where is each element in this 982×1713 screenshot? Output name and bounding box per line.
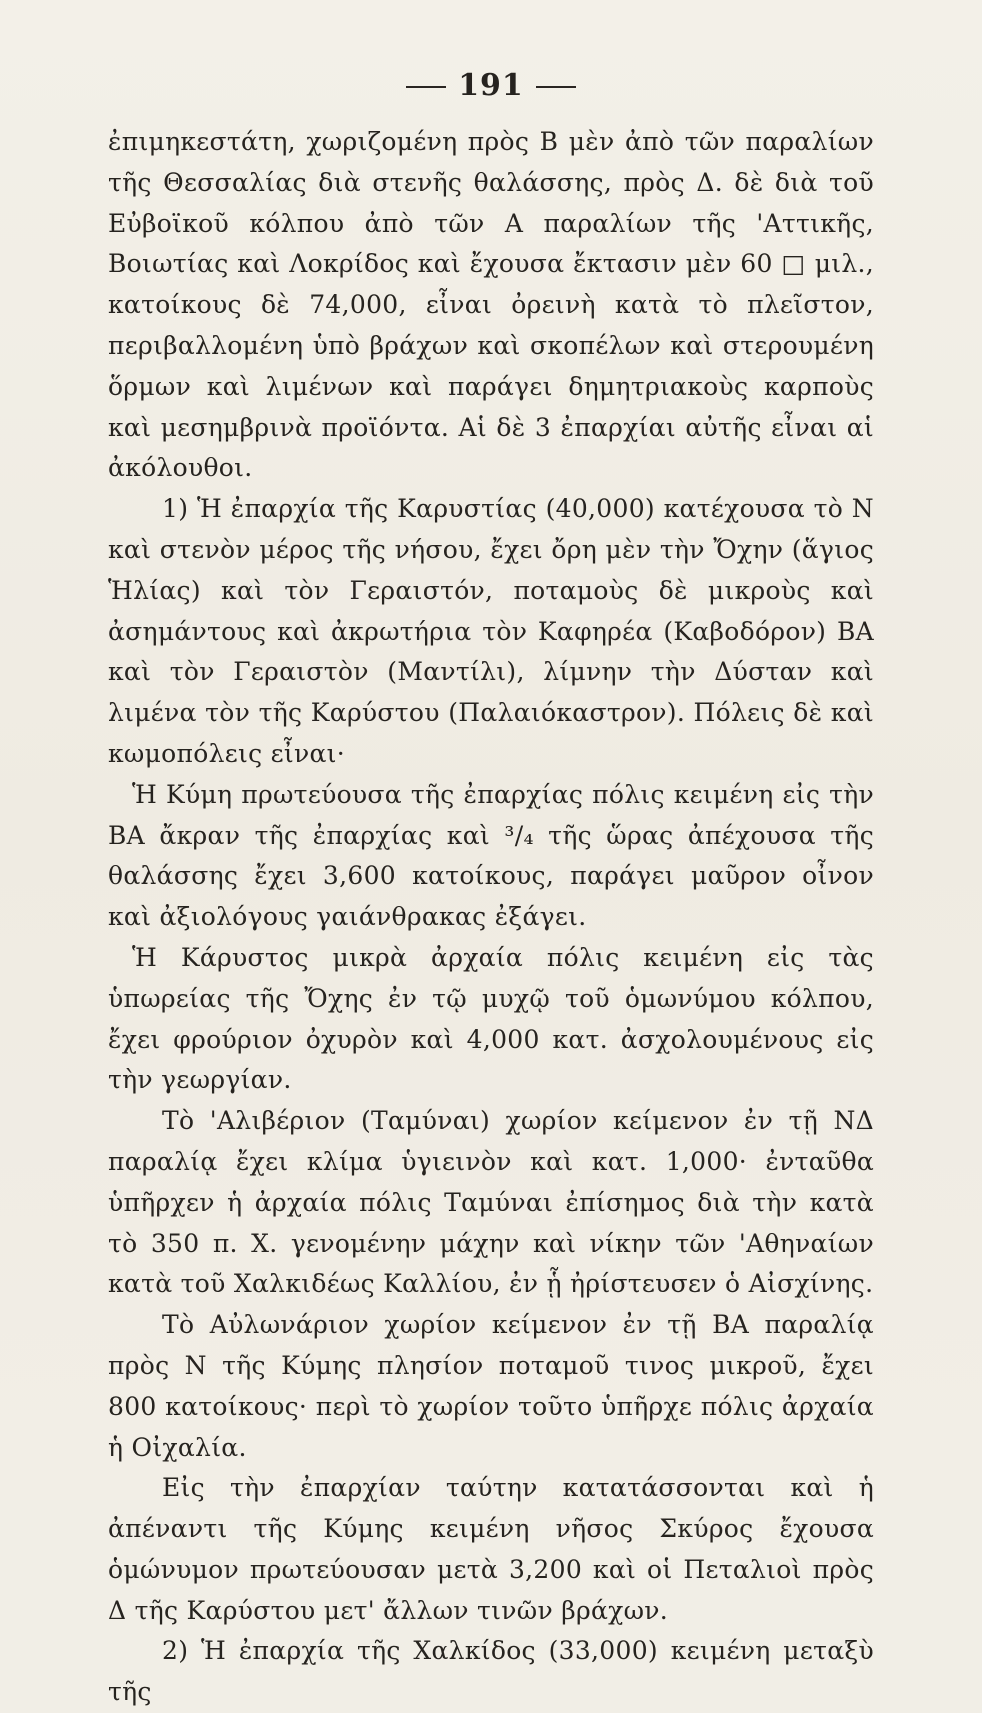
page-header [0, 68, 982, 103]
paragraph: 2) Ἡ ἐπαρχία τῆς Χαλκίδος (33,000) κειμένη μεταξὺ τῆς [108, 1636, 874, 1707]
header-dash-left [406, 86, 446, 88]
paragraph: Τὸ Αὐλωνάριον χωρίον κείμενον ἐν τῇ ΒΑ παραλίᾳ πρὸς Ν τῆς Κύμης πλησίον ποταμοῦ τινος μικροῦ, ἔχει 800 κατοίκους· περὶ τὸ χωρίον τοῦτο ὑπῆρχε πόλις ἀρχαία ἡ Οἰχαλία. [108, 1310, 874, 1462]
paragraph: Ἡ Κάρυστος μικρὰ ἀρχαία πόλις κειμένη εἰς τὰς ὑπωρείας τῆς Ὄχης ἐν τῷ μυχῷ τοῦ ὁμωνύμου κόλπου, ἔχει φρούριον ὀχυρὸν καὶ 4,000 κατ. ἀσχολουμένους εἰς τὴν γεωργίαν. [108, 942, 874, 1095]
header-dash-right [536, 86, 576, 88]
paragraph: Τὸ 'Αλιβέριον (Ταμύναι) χωρίον κείμενον ἐν τῇ ΝΔ παραλίᾳ ἔχει κλίμα ὑγιεινὸν καὶ κατ. 1,000· ἐνταῦθα ὑπῆρχεν ἡ ἀρχαία πόλις Ταμύναι ἐπίσημος διὰ τὴν κατὰ τὸ 350 π. Χ. γενομένην μάχην καὶ νίκην τῶν 'Αθηναίων κατὰ τοῦ Χαλκιδέως Καλλίου, ἐν ᾗ ἠρίστευσεν ὁ Αἰσχίνης. [108, 1106, 874, 1299]
paragraph: ἐπιμηκεστάτη, χωριζομένη πρὸς Β μὲν ἀπὸ τῶν παραλίων τῆς Θεσσαλίας διὰ στενῆς θαλάσσης, πρὸς Δ. δὲ διὰ τοῦ Εὐβοϊκοῦ κόλπου ἀπὸ τῶν Α παραλίων τῆς 'Αττικῆς, Βοιωτίας καὶ Λοκρίδος καὶ ἔχουσα ἔκτασιν μὲν 60 □ μιλ., κατοίκους δὲ 74,000, εἶναι ὀρεινὴ κατὰ τὸ πλεῖστον, περιβαλλομένη ὑπὸ βράχων καὶ σκοπέλων καὶ στερουμένη ὅρμων καὶ λιμένων καὶ παράγει δημητριακοὺς καρποὺς καὶ μεσημβρινὰ προϊόντα. Αἱ δὲ 3 ἐπαρχίαι αὐτῆς εἶναι αἱ ἀκόλουθοι. [108, 127, 874, 483]
paragraph: Ἡ Κύμη πρωτεύουσα τῆς ἐπαρχίας πόλις κειμένη εἰς τὴν ΒΑ ἄκραν τῆς ἐπαρχίας καὶ ³/₄ τῆς ὥρας ἀπέχουσα τῆς θαλάσσης ἔχει 3,600 κατοίκους, παράγει μαῦρον οἶνον καὶ ἀξιολόγους γαιάνθρακας ἐξάγει. [108, 779, 874, 932]
body-text [108, 122, 874, 1713]
paragraph: 1) Ἡ ἐπαρχία τῆς Καρυστίας (40,000) κατέχουσα τὸ Ν καὶ στενὸν μέρος τῆς νήσου, ἔχει ὄρη μὲν τὴν Ὄχην (ἅγιος Ἡλίας) καὶ τὸν Γεραιστόν, ποταμοὺς δὲ μικροὺς καὶ ἀσημάντους καὶ ἀκρωτήρια τὸν Καφηρέα (Καβοδόρον) ΒΑ καὶ τὸν Γεραιστὸν (Μαντίλι), λίμνην τὴν Δύσταν καὶ λιμένα τὸν τῆς Καρύστου (Παλαιόκαστρον). Πόλεις δὲ καὶ κωμοπόλεις εἶναι· [108, 494, 874, 768]
paragraph: Εἰς τὴν ἐπαρχίαν ταύτην κατατάσσονται καὶ ἡ ἀπέναντι τῆς Κύμης κειμένη νῆσος Σκύρος ἔχουσα ὁμώνυμον πρωτεύουσαν μετὰ 3,200 καὶ οἱ Πεταλιοὶ πρὸς Δ τῆς Καρύστου μετ' ἄλλων τινῶν βράχων. [108, 1473, 874, 1625]
page-number: 191 [458, 68, 524, 103]
